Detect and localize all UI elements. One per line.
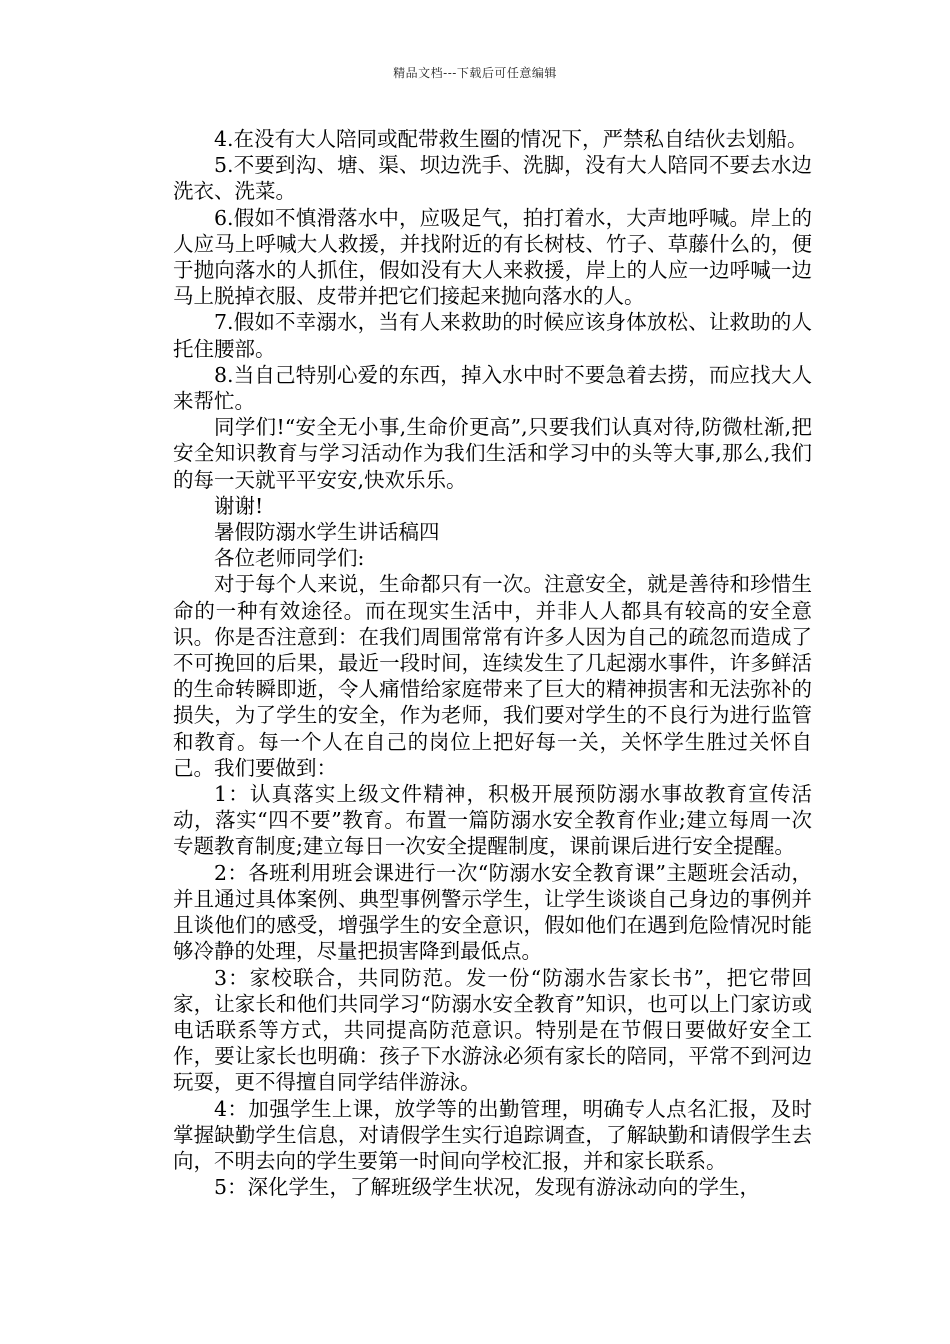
- paragraph-measure-4: 4：加强学生上课，放学等的出勤管理，明确专人点名汇报，及时掌握缺勤学生信息，对请假学生实行追踪调查，了解缺勤和请假学生去向，不明去向的学生要第一时间向学校汇报，并和家长联系。: [173, 1096, 812, 1173]
- paragraph-thanks: 谢谢!: [214, 493, 264, 518]
- paragraph-measure-2: 2：各班利用班会课进行一次“防溺水安全教育课”主题班会活动，并且通过具体案例、典型事例警示学生，让学生谈谈自己身边的事例并且谈他们的感受，增强学生的安全意识，假如他们在遇到危险情况时能够冷静的处理，尽量把损害降到最低点。: [173, 860, 812, 964]
- page-header: 精品文档---下载后可任意编辑: [393, 66, 557, 80]
- paragraph-measure-1: 1：认真落实上级文件精神，积极开展预防溺水事故教育宣传活动，落实“四不要”教育。布置一篇防溺水安全教育作业;建立每周一次专题教育制度;建立每日一次安全提醒制度，课前课后进行安全提醒。: [173, 782, 812, 859]
- paragraph-rule-5: 5.不要到沟、塘、渠、坝边洗手、洗脚，没有大人陪同不要去水边洗衣、洗菜。: [173, 153, 812, 204]
- document-body: [173, 126, 812, 1200]
- paragraph-closing-remarks: 同学们!“安全无小事,生命价更高”,只要我们认真对待,防微杜渐,把安全知识教育与学习活动作为我们生活和学习中的头等大事,那么,我们的每一天就平平安安,快欢乐乐。: [173, 415, 812, 492]
- paragraph-measure-3: 3：家校联合，共同防范。发一份“防溺水告家长书”，把它带回家，让家长和他们共同学习“防溺水安全教育”知识，也可以上门家访或电话联系等方式，共同提高防范意识。特别是在节假日要做好安全工作，要让家长也明确：孩子下水游泳必须有家长的陪同，平常不到河边玩耍，更不得擅自同学结伴游泳。: [173, 965, 812, 1095]
- paragraph-rule-8: 8.当自己特别心爱的东西，掉入水中时不要急着去捞，而应找大人来帮忙。: [173, 362, 812, 414]
- paragraph-rule-7: 7.假如不幸溺水，当有人来救助的时候应该身体放松、让救助的人托住腰部。: [173, 310, 812, 361]
- paragraph-rule-6: 6.假如不慎滑落水中，应吸足气，拍打着水，大声地呼喊。岸上的人应马上呼喊大人救援，并找附近的有长树枝、竹子、草藤什么的，便于抛向落水的人抓住，假如没有大人来救援，岸上的人应一边呼喊一边马上脱掉衣服、皮带并把它们接起来抛向落水的人。: [173, 205, 812, 309]
- paragraph-measure-5: 5：深化学生，了解班级学生状况，发现有游泳动向的学生，: [214, 1175, 761, 1200]
- paragraph-rule-4: 4.在没有大人陪同或配带救生圈的情况下，严禁私自结伙去划船。: [214, 127, 808, 151]
- paragraph-introduction: 对于每个人来说，生命都只有一次。注意安全，就是善待和珍惜生命的一种有效途径。而在现实生活中，并非人人都具有较高的安全意识。你是否注意到：在我们周围常常有许多人因为自己的疏忽而造成了不可挽回的后果，最近一段时间，连续发生了几起溺水事件，许多鲜活的生命转瞬即逝，令人痛惜给家庭带来了巨大的精神损害和无法弥补的损失，为了学生的安全，作为老师，我们要对学生的不良行为进行监管和教育。每一个人在自己的岗位上把好每一关，关怀学生胜过关怀自己。我们要做到：: [173, 572, 812, 780]
- salutation: 各位老师同学们:: [214, 546, 365, 571]
- section-title: 暑假防溺水学生讲话稿四: [214, 520, 440, 545]
